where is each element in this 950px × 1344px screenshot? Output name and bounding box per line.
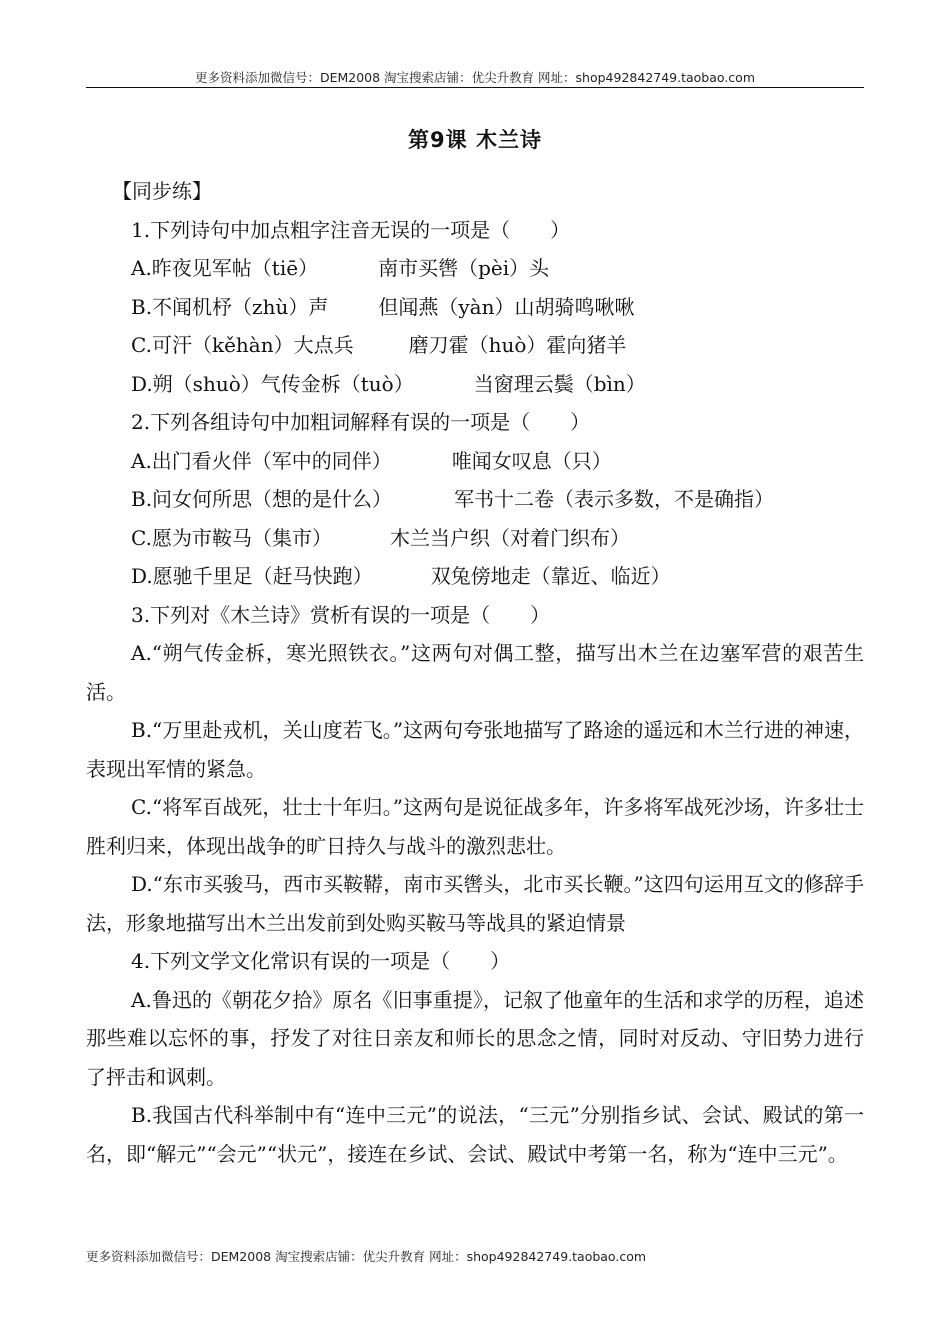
q2-option-row-a: A.出门看火伴（军中的同伴） 唯闻女叹息（只） [131,448,612,473]
q3-option-d: D.“东市买骏马，西市买鞍鞯，南市买辔头，北市买长鞭。”这四句运用互文的修辞手法，形象地描写出木兰出发前到处购买鞍马等战具的紧迫情景 [86,872,864,935]
q1-option-row-d: D.朔（shuò）气传金柝（tuò） 当窗理云鬓（bìn） [131,371,646,396]
question-4-stem: 4.下列文学文化常识有误的一项是（ ） [131,949,511,973]
q1-option-row-a: A.昨夜见军帖（tiē） 南市买辔（pèi）头 [131,256,550,280]
question-3-stem: 3.下列对《木兰诗》赏析有误的一项是（ ） [131,602,551,627]
q1-option-row-c: C.可汗（kěhàn）大点兵 磨刀霍（huò）霍向猪羊 [131,333,627,357]
q2-option-row-b: B.问女何所思（想的是什么） 军书十二卷（表示多数，不是确指） [131,487,775,511]
question-2-stem: 2.下列各组诗句中加粗词解释有误的一项是（ ） [131,410,591,434]
q4-option-a: A.鲁迅的《朝花夕拾》原名《旧事重提》，记叙了他童年的生活和求学的历程，追述那些难以忘怀的事，抒发了对往日亲友和师长的思念之情，同时对反动、守旧势力进行了抨击和讽刺。 [86,987,864,1089]
q3-option-a: A.“朔气传金柝，寒光照铁衣。”这两句对偶工整，描写出木兰在边塞军营的艰苦生活。 [86,641,864,704]
q2-option-row-c: C.愿为市鞍马（集市） 木兰当户织（对着门织布） [131,525,630,550]
page-title: 第9课 木兰诗 [408,128,542,152]
q3-option-c: C.“将军百战死，壮士十年归。”这两句是说征战多年，许多将军战死沙场，许多壮士胜利归来，体现出战争的旷日持久与战斗的激烈悲壮。 [86,795,864,858]
q3-option-b: B.“万里赴戎机，关山度若飞。”这两句夸张地描写了路途的遥远和木兰行进的神速，表现出军情的紧急。 [86,718,864,781]
q4-option-b: B.我国古代科举制中有“连中三元”的说法，“三元”分别指乡试、会试、殿试的第一名，即“解元”“会元”“状元”，接连在乡试、会试、殿试中考第一名，称为“连中三元”。 [86,1103,864,1166]
exercise-body [86,172,864,1173]
question-1-stem: 1.下列诗句中加点粗字注音无误的一项是（ ） [131,217,571,242]
q1-option-row-b: B.不闻机杼（zhù）声 但闻燕（yàn）山胡骑鸣啾啾 [131,294,635,319]
section-label: 【同步练】 [112,179,212,203]
page-footer: 更多资料添加微信号：DEM2008 淘宝搜索店铺：优尖升教育 网址：shop492842749.taobao.com [86,1249,647,1264]
page-header: 更多资料添加微信号：DEM2008 淘宝搜索店铺：优尖升教育 网址：shop492842749.taobao.com [194,70,756,85]
header-divider [86,87,864,88]
q2-option-row-d: D.愿驰千里足（赶马快跑） 双兔傍地走（靠近、临近） [131,564,671,588]
